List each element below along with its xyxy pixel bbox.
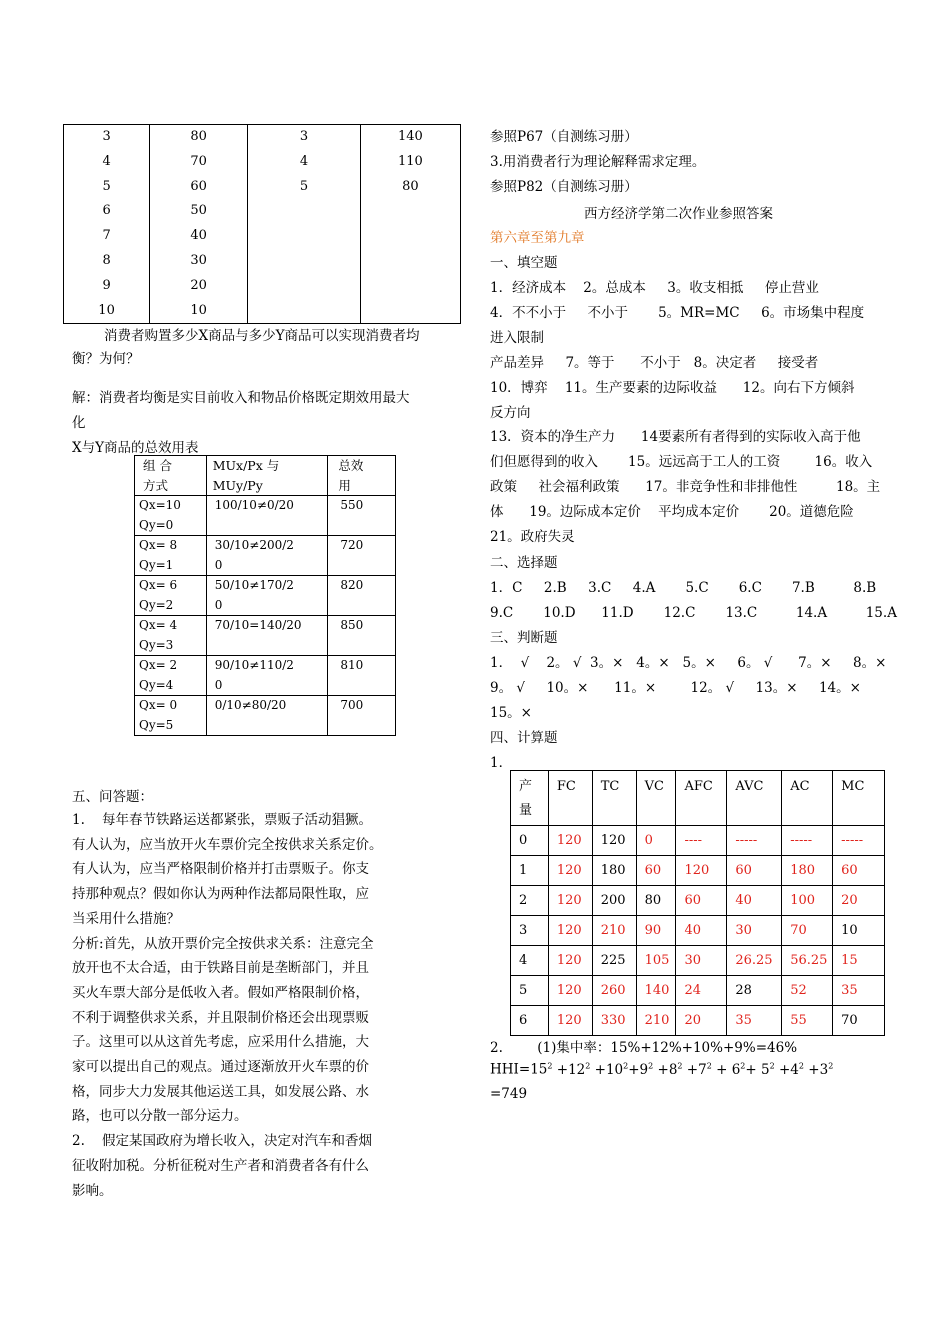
exponent: 2	[623, 1061, 629, 1070]
table-cell	[248, 199, 361, 224]
table-cell: -----	[782, 826, 833, 856]
table-cell: 0	[636, 826, 676, 856]
paragraph-line: 有人认为，应当严格限制价格并打击票贩子。你支	[72, 861, 369, 878]
table-cell: 140	[360, 125, 460, 150]
question-line-1: 消费者购置多少X商品与多少Y商品可以实现消费者均	[104, 328, 420, 344]
reference-lines	[490, 125, 705, 199]
table-cell: Qx= 6 Qy=2	[135, 576, 207, 616]
table-cell	[360, 299, 460, 324]
table-cell: 30	[727, 916, 782, 946]
table-cell: 60	[727, 856, 782, 886]
table-cell: 810	[328, 656, 396, 696]
header-cell: 组 合 方式	[135, 456, 207, 496]
hhi-term: +12	[552, 1061, 586, 1078]
question-line-2: 衡？为何？	[72, 351, 140, 367]
table-header-row	[135, 456, 396, 496]
table-cell: 550	[328, 496, 396, 536]
paragraph-line: 子。这里可以从这首先考虑，应采用什么措施，大	[72, 1034, 369, 1051]
hhi-formula	[490, 1061, 833, 1078]
table-cell: 60	[636, 856, 676, 886]
hhi-term: + 5	[745, 1061, 770, 1078]
table-cell: 4	[64, 150, 150, 175]
table-row	[135, 656, 396, 696]
table-row	[511, 916, 885, 946]
table-cell: 5	[248, 175, 361, 200]
table-row	[135, 696, 396, 736]
table-row	[64, 299, 461, 324]
paragraph-line: 家可以提出自己的观点。通过逐渐放开火车票的价	[72, 1059, 369, 1076]
table-cell: 0	[511, 826, 549, 856]
paragraph-line: 影响。	[72, 1182, 113, 1199]
table-cell: 60	[150, 175, 248, 200]
choice-line: 1．C 2.B 3.C 4.A 5.C 6.C 7.B 8.B	[490, 580, 877, 596]
table-cell: 120	[592, 826, 636, 856]
table-cell: 20	[833, 886, 885, 916]
marginal-utility-table	[63, 124, 461, 324]
exponent: 2	[547, 1061, 553, 1070]
hhi-term: +8	[653, 1061, 678, 1078]
paragraph-line: 路，也可以分散一部分运力。	[72, 1108, 248, 1125]
calc-number: 1．	[490, 755, 513, 771]
choice-title: 二、选择题	[490, 555, 558, 571]
table-cell: 70	[150, 150, 248, 175]
table-cell: 10	[150, 299, 248, 324]
cost-table	[510, 770, 885, 1036]
table-cell: 100	[782, 886, 833, 916]
fill-line: 反方向	[490, 404, 531, 421]
table-cell: 15	[833, 946, 885, 976]
table-cell: 120	[548, 1006, 592, 1036]
table-cell: 120	[548, 886, 592, 916]
table-cell: 60	[833, 856, 885, 886]
fill-line: 21。政府失灵	[490, 529, 575, 546]
table-cell: 90	[636, 916, 676, 946]
fill-line: 10．博弈 11。生产要素的边际收益 12。向右下方倾斜	[490, 379, 855, 396]
hhi-result: =749	[490, 1086, 528, 1102]
table-cell: 30	[676, 946, 727, 976]
table-row	[511, 856, 885, 886]
judge-line: 1． √ 2。 √ 3。× 4。× 5。× 6。 √ 7。× 8。×	[490, 655, 887, 671]
judge-line: 9。 √ 10。× 11。× 12。 √ 13。× 14。×	[490, 679, 861, 696]
table-cell: 210	[592, 916, 636, 946]
table-row	[64, 249, 461, 274]
choice-answers	[490, 576, 897, 626]
table-cell: 30/10≠200/2 0	[206, 536, 328, 576]
table-cell: -----	[833, 826, 885, 856]
table-cell: 9	[64, 274, 150, 299]
table-cell: 1	[511, 856, 549, 886]
table-cell: 55	[782, 1006, 833, 1036]
table-cell	[360, 199, 460, 224]
exponent: 2	[677, 1061, 683, 1070]
table-row	[64, 274, 461, 299]
table-row	[135, 576, 396, 616]
table-cell: 180	[592, 856, 636, 886]
table-cell: 100/10≠0/20	[206, 496, 328, 536]
hhi-term: +9	[628, 1061, 649, 1078]
table-cell: 40	[727, 886, 782, 916]
table-cell: 6	[511, 1006, 549, 1036]
table-cell: 35	[833, 976, 885, 1006]
table-row	[135, 616, 396, 656]
paragraph-line: 1. 每年春节铁路运送都紧张，票贩子活动猖獗。	[72, 812, 373, 828]
table-cell: 0/10≠80/20	[206, 696, 328, 736]
table-row	[64, 175, 461, 200]
table-cell: 330	[592, 1006, 636, 1036]
table-cell: 120	[548, 946, 592, 976]
header-cell: MUx/Px 与 MUy/Py	[206, 456, 328, 496]
table-cell	[248, 224, 361, 249]
table-cell: 90/10≠110/2 0	[206, 656, 328, 696]
table-cell: 720	[328, 536, 396, 576]
table-cell: 5	[511, 976, 549, 1006]
table-cell: 70	[833, 1006, 885, 1036]
header-cell: TC	[592, 771, 636, 826]
table-cell: 700	[328, 696, 396, 736]
exponent: 2	[769, 1061, 775, 1070]
table-cell: Qx= 4 Qy=3	[135, 616, 207, 656]
table-cell: ----	[676, 826, 727, 856]
judge-answers	[490, 651, 886, 726]
hhi-term: +10	[590, 1061, 624, 1078]
paragraph-line: 放开也不太合适，由于铁路目前是垄断部门，并且	[72, 960, 369, 977]
paragraph-line: 有人认为，应当放开火车票价完全按供求关系定价。	[72, 836, 383, 853]
essay-questions	[72, 808, 383, 1203]
table-cell: 30	[150, 249, 248, 274]
table-cell: 40	[676, 916, 727, 946]
table-cell: 50	[150, 199, 248, 224]
table-row	[64, 224, 461, 249]
table-cell: 8	[64, 249, 150, 274]
fill-line: 13．资本的净生产力 14要素所有者得到的实际收入高于他	[490, 429, 861, 446]
table-cell: 120	[548, 826, 592, 856]
table-cell: 20	[150, 274, 248, 299]
table-cell: 7	[64, 224, 150, 249]
table-cell: 60	[676, 886, 727, 916]
utility-table-title: X与Y商品的总效用表	[72, 440, 199, 456]
fill-line: 1．经济成本 2。总成本 3。收支相抵 停止营业	[490, 280, 819, 296]
header-cell: MC	[833, 771, 885, 826]
table-cell: 35	[727, 1006, 782, 1036]
paragraph-line: 征收附加税。分析征税对生产者和消费者各有什么	[72, 1157, 369, 1174]
header-cell: 总效 用	[328, 456, 396, 496]
hhi-prefix: HHI=15	[490, 1061, 548, 1078]
table-cell: Qx= 8 Qy=1	[135, 536, 207, 576]
table-cell: 105	[636, 946, 676, 976]
total-utility-table	[134, 455, 396, 736]
header-cell: AC	[782, 771, 833, 826]
table-cell: 52	[782, 976, 833, 1006]
paragraph-line: 持那种观点？假如你认为两种作法都局限性取，应	[72, 886, 369, 903]
table-cell: 4	[511, 946, 549, 976]
paragraph-line: 不利于调整供求关系，并且限制价格还会出现票贩	[72, 1009, 369, 1026]
table-cell: 80	[636, 886, 676, 916]
table-cell: 26.25	[727, 946, 782, 976]
table-cell: 180	[782, 856, 833, 886]
fill-line: 们但愿得到的收入 15。远远高于工人的工资 16。收入	[490, 454, 873, 471]
table-cell: 10	[833, 916, 885, 946]
table-cell: 3	[64, 125, 150, 150]
table-cell: 850	[328, 616, 396, 656]
table-cell: 200	[592, 886, 636, 916]
fill-answers	[490, 276, 880, 550]
chapter-heading: 第六章至第九章	[490, 230, 585, 246]
reference-line: 3.用消费者行为理论解释需求定理。	[490, 153, 706, 170]
table-row	[511, 886, 885, 916]
section5-title: 五、问答题：	[72, 789, 153, 805]
exponent: 2	[798, 1061, 804, 1070]
answer-line-2: 化	[72, 415, 86, 431]
table-cell: 5	[64, 175, 150, 200]
table-cell	[248, 249, 361, 274]
exponent: 2	[648, 1061, 654, 1070]
table-cell: 120	[548, 916, 592, 946]
judge-line: 15。×	[490, 704, 532, 721]
table-cell: 50/10≠170/2 0	[206, 576, 328, 616]
table-row	[511, 946, 885, 976]
paragraph-line: 当采用什么措施？	[72, 910, 180, 927]
paragraph-line: 2. 假定某国政府为增长收入，决定对汽车和香烟	[72, 1133, 373, 1150]
table-row	[64, 150, 461, 175]
fill-line: 进入限制	[490, 329, 544, 346]
table-cell: Qx=10 Qy=0	[135, 496, 207, 536]
table-cell: 80	[150, 125, 248, 150]
table-cell: 225	[592, 946, 636, 976]
table-cell: 20	[676, 1006, 727, 1036]
hhi-term: + 6	[711, 1061, 741, 1078]
table-cell: 140	[636, 976, 676, 1006]
table-cell: 4	[248, 150, 361, 175]
header-cell: AFC	[676, 771, 727, 826]
table-cell: 40	[150, 224, 248, 249]
choice-line: 9.C 10.D 11.D 12.C 13.C 14.A 15.A	[490, 604, 897, 621]
table-cell	[360, 224, 460, 249]
calc-title: 四、计算题	[490, 730, 558, 746]
header-cell: VC	[636, 771, 676, 826]
exponent: 2	[585, 1061, 591, 1070]
table-cell: 260	[592, 976, 636, 1006]
table-cell: 70/10=140/20	[206, 616, 328, 656]
table-cell: 24	[676, 976, 727, 1006]
table-cell: 70	[782, 916, 833, 946]
table-cell	[360, 274, 460, 299]
paragraph-line: 格，同步大力发展其他运送工具，如发展公路、水	[72, 1083, 369, 1100]
table-row	[135, 496, 396, 536]
document-title: 西方经济学第二次作业参照答案	[584, 206, 773, 222]
table-cell: 28	[727, 976, 782, 1006]
table-cell: 56.25	[782, 946, 833, 976]
table-row	[135, 536, 396, 576]
table-cell: 3	[248, 125, 361, 150]
table-cell: Qx= 0 Qy=5	[135, 696, 207, 736]
table-cell	[360, 249, 460, 274]
table-row	[511, 976, 885, 1006]
table-cell: 120	[676, 856, 727, 886]
paragraph-line: 分析:首先，从放开票价完全按供求关系：注意完全	[72, 935, 374, 952]
reference-line: 参照P82（自测练习册）	[490, 178, 638, 195]
exponent: 2	[828, 1061, 834, 1070]
table-cell	[248, 299, 361, 324]
table-cell: Qx= 2 Qy=4	[135, 656, 207, 696]
concentration-ratio: 2. (1)集中率：15%+12%+10%+9%=46%	[490, 1040, 798, 1056]
fill-line: 4．不不小于 不小于 5。MR=MC 6。市场集中程度	[490, 304, 865, 321]
table-cell: 120	[548, 856, 592, 886]
table-row	[64, 125, 461, 150]
fill-line: 体 19。边际成本定价 平均成本定价 20。道德危险	[490, 504, 854, 521]
answer-line-1: 解：消费者均衡是实目前收入和物品价格既定期效用最大	[72, 390, 410, 406]
fill-line: 政策 社会福利政策 17。非竞争性和非排他性 18。主	[490, 479, 881, 496]
hhi-term: +4	[774, 1061, 799, 1078]
table-cell: 10	[64, 299, 150, 324]
exponent: 2	[706, 1061, 712, 1070]
reference-line: 参照P67（自测练习册）	[490, 129, 638, 145]
table-cell: 80	[360, 175, 460, 200]
table-row	[511, 826, 885, 856]
fill-line: 产品差异 7。等于 不小于 8。决定者 接受者	[490, 354, 819, 371]
table-cell	[248, 274, 361, 299]
header-cell: AVC	[727, 771, 782, 826]
table-row	[511, 1006, 885, 1036]
table-header-row	[511, 771, 885, 826]
table-cell: 3	[511, 916, 549, 946]
table-cell: 820	[328, 576, 396, 616]
hhi-term: +7	[682, 1061, 707, 1078]
table-cell: 210	[636, 1006, 676, 1036]
judge-title: 三、判断题	[490, 630, 558, 646]
table-cell: 6	[64, 199, 150, 224]
exponent: 2	[740, 1061, 746, 1070]
table-row	[64, 199, 461, 224]
table-cell: -----	[727, 826, 782, 856]
fill-title: 一、填空题	[490, 255, 558, 271]
header-cell: 产 量	[511, 771, 549, 826]
table-cell: 2	[511, 886, 549, 916]
table-cell: 110	[360, 150, 460, 175]
header-cell: FC	[548, 771, 592, 826]
hhi-term: +3	[803, 1061, 829, 1078]
table-cell: 120	[548, 976, 592, 1006]
paragraph-line: 买火车票大部分是低收入者。假如严格限制价格，	[72, 984, 369, 1001]
